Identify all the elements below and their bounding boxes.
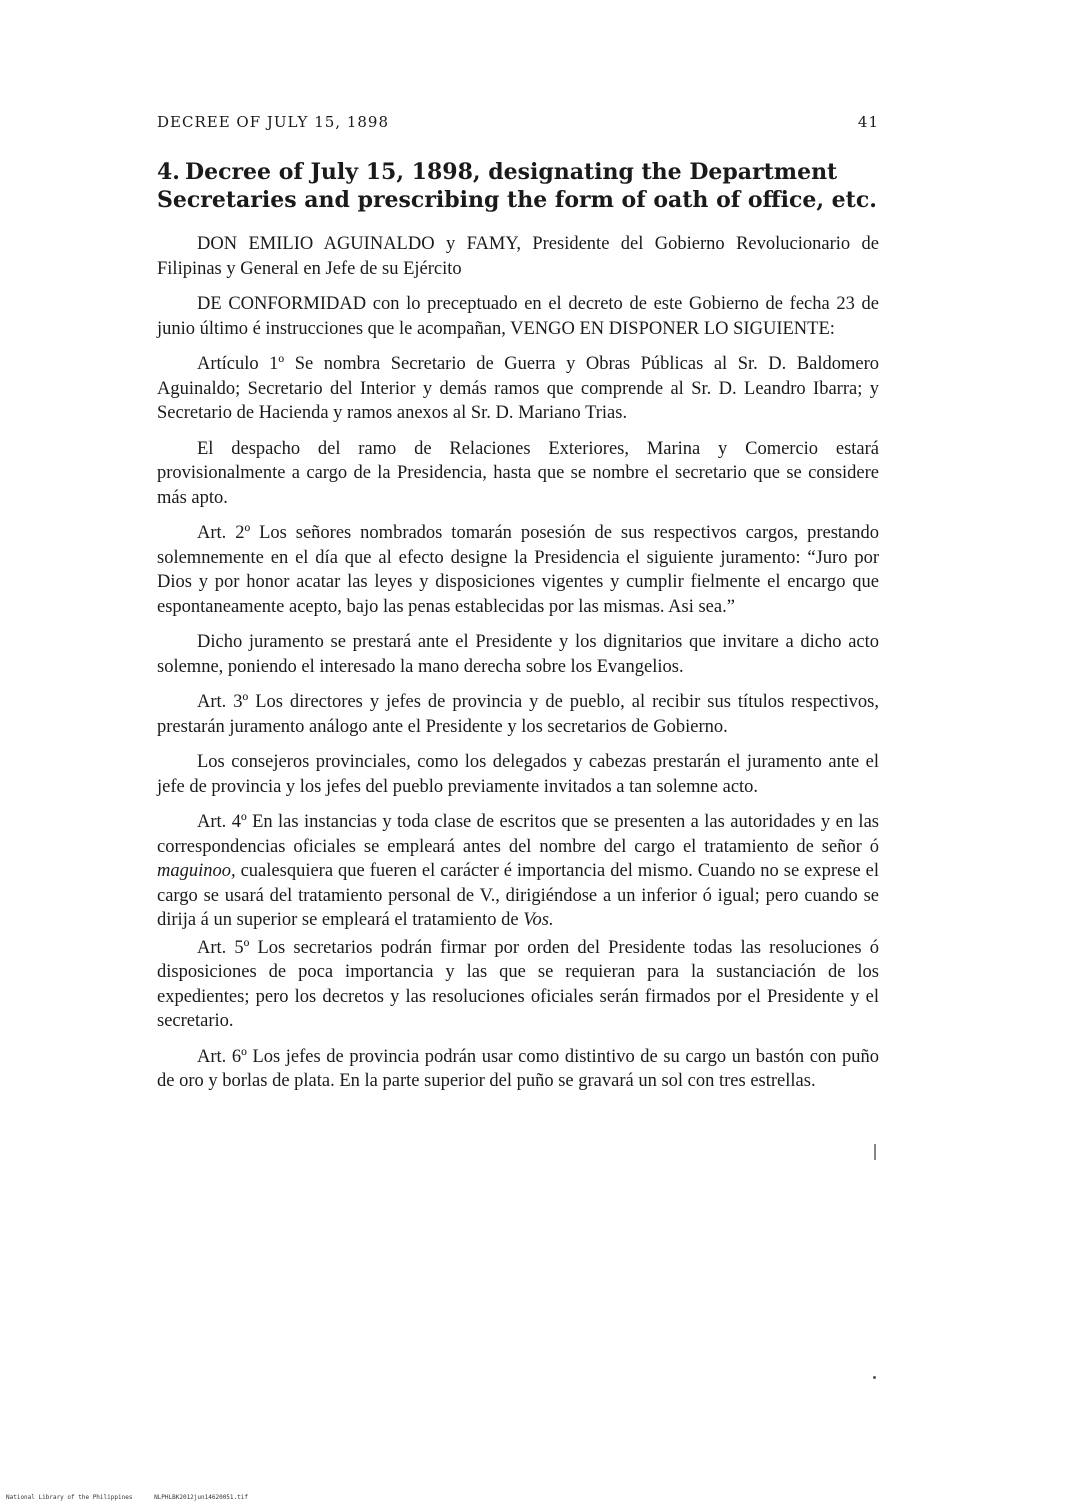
paragraph-article-2: Art. 2º Los señores nombrados tomarán posesión de sus respectivos cargos, prestando solemnemente en el día que al efecto designe la Presidencia el siguiente juramento: “Juro por Dios y por honor acatar las leyes y disposiciones vigentes y cumplir fielmente el encargo que espontaneamente acepto, bajo las penas establecidas por las mismas. Asi sea.” [157, 523, 879, 617]
scan-footer-file-id: NLPHLBK2012jun14620051.tif [154, 1494, 248, 1501]
section-heading [157, 158, 879, 214]
scan-artifact-mark [874, 1144, 876, 1160]
paragraph-conformidad: DE CONFORMIDAD con lo preceptuado en el decreto de este Gobierno de fecha 23 de junio último é instrucciones que le acompañan, VENGO EN DISPONER LO SIGUIENTE: [157, 294, 879, 339]
paragraph-juramento: Dicho juramento se prestará ante el Presidente y los dignitarios que invitare a dicho acto solemne, poniendo el interesado la mano derecha sobre los Evangelios. [157, 632, 879, 677]
running-header [157, 113, 879, 137]
scan-artifact-dot [873, 1376, 876, 1379]
paragraph-article-6: Art. 6º Los jefes de provincia podrán usar como distintivo de su cargo un bastón con puño de oro y borlas de plata. En la parte superior del puño se gravará un sol con tres estrellas. [157, 1046, 879, 1091]
section-title: Decree of July 15, 1898, designating the Department Secretaries and prescribing the form of oath of office, etc. [157, 159, 877, 213]
article-4-italic-vos: Vos. [523, 910, 554, 930]
scan-footer-library: National Library of the Philippines [6, 1494, 133, 1501]
paragraph-article-4 [157, 810, 879, 933]
page-number: 41 [857, 113, 879, 131]
paragraph-article-3: Art. 3º Los directores y jefes de provincia y de pueblo, al recibir sus títulos respectivos, prestarán juramento análogo ante el Presidente y los secretarios de Gobierno. [157, 692, 879, 737]
paragraph-article-5: Art. 5º Los secretarios podrán firmar por orden del Presidente todas las resoluciones ó disposiciones de poca importancia y las que se requieran para la sustanciación de los expedientes; pero los decretos y las resoluciones oficiales serán firmados por el Presidente y el secretario. [157, 937, 879, 1031]
decree-body [157, 232, 879, 1105]
section-number: 4. [157, 159, 180, 185]
running-title: DECREE OF JULY 15, 1898 [157, 113, 390, 131]
paragraph-preamble: DON EMILIO AGUINALDO y FAMY, Presidente del Gobierno Revolucionario de Filipinas y General en Jefe de su Ejército [157, 234, 879, 279]
paragraph-relaciones: El despacho del ramo de Relaciones Exteriores, Marina y Comercio estará provisionalmente a cargo de la Presidencia, hasta que se nombre el secretario que se considere más apto. [157, 438, 879, 508]
article-4-text-a: Art. 4º En las instancias y toda clase de escritos que se presenten a las autoridades y en las correspondencias oficiales se empleará antes del nombre del cargo el tratamiento de señor ó [157, 812, 879, 857]
article-4-text-b: cualesquiera que fueren el carácter é importancia del mismo. Cuando no se exprese el cargo se usará del tratamiento personal de V., dirigiéndose a un inferior ó igual; pero cuando se dirija á un superior se empleará el tratamiento de [157, 861, 879, 930]
paragraph-consejeros: Los consejeros provinciales, como los delegados y cabezas prestarán el juramento ante el jefe de provincia y los jefes del pueblo previamente invitados a tan solemne acto. [157, 752, 879, 797]
scan-footer [6, 1494, 706, 1501]
article-4-italic-maguinoo: maguinoo, [157, 861, 236, 881]
paragraph-article-1: Artículo 1º Se nombra Secretario de Guerra y Obras Públicas al Sr. D. Baldomero Aguinaldo; Secretario del Interior y demás ramos que comprende al Sr. D. Leandro Ibarra; y Secretario de Hacienda y ramos anexos al Sr. D. Mariano Trias. [157, 354, 879, 423]
